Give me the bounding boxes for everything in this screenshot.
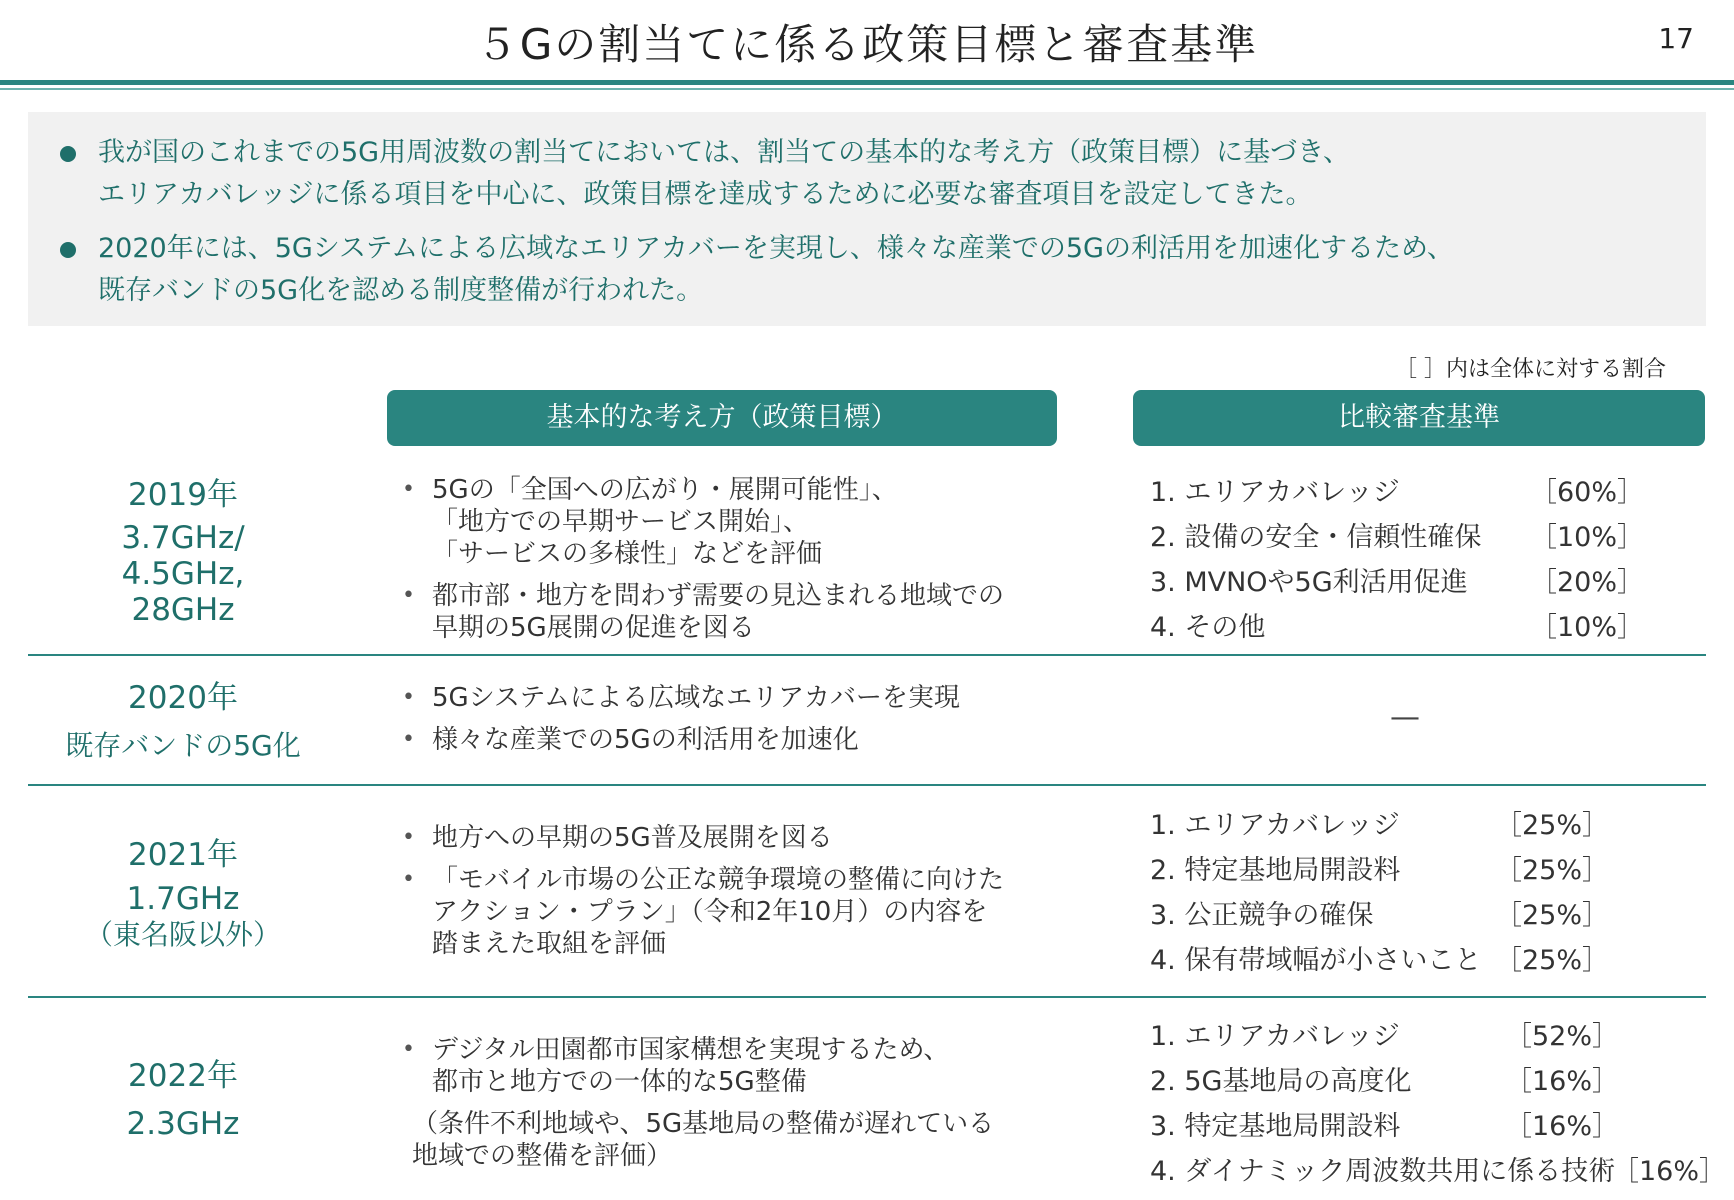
criteria-item: 3. 特定基地局開設料 bbox=[1150, 1111, 1401, 1142]
policy-line: 地域での整備を評価） bbox=[412, 1141, 673, 1171]
bullet-dot: • bbox=[402, 727, 415, 752]
row-divider bbox=[28, 996, 1706, 998]
criteria-item: 4. ダイナミック周波数共用に係る技術 bbox=[1150, 1156, 1616, 1187]
criteria-pct: ［10%］ bbox=[1530, 522, 1645, 553]
criteria-item: 1. エリアカバレッジ bbox=[1150, 1021, 1400, 1052]
summary-line: 既存バンドの5G化を認める制度整備が行われた。 bbox=[98, 275, 704, 306]
bullet-dot bbox=[60, 242, 76, 258]
bullet-dot: • bbox=[402, 685, 415, 710]
band-label: 1.7GHz bbox=[126, 881, 240, 917]
policy-item bbox=[400, 822, 1040, 854]
policy-2019 bbox=[400, 474, 1040, 654]
criteria-2022 bbox=[1150, 1014, 1727, 1194]
criteria-row bbox=[1150, 1104, 1710, 1149]
summary-line: 2020年には、5Gシステムによる広域なエリアカバーを実現し、様々な産業での5Gの利活用を加速化するため、 bbox=[98, 233, 1454, 264]
criteria-row bbox=[1150, 1059, 1710, 1104]
criteria-row bbox=[1150, 848, 1710, 893]
criteria-row bbox=[1150, 515, 1710, 560]
criteria-item: 2. 5G基地局の高度化 bbox=[1150, 1066, 1412, 1097]
bullet-dot: • bbox=[402, 825, 415, 850]
column-header-policy: 基本的な考え方（政策目標） bbox=[387, 390, 1057, 446]
band-label: 28GHz bbox=[131, 592, 235, 628]
policy-2021 bbox=[400, 822, 1040, 970]
row-year-2021 bbox=[28, 830, 338, 952]
year-label: 2020年 bbox=[128, 680, 238, 716]
policy-note bbox=[412, 1108, 1040, 1172]
criteria-row bbox=[1150, 803, 1710, 848]
policy-line: 「地方での早期サービス開始」、 bbox=[432, 507, 810, 537]
policy-item bbox=[400, 724, 1040, 756]
ratio-note: ［ ］内は全体に対する割合 bbox=[1395, 357, 1666, 382]
policy-item bbox=[400, 682, 1040, 714]
criteria-row bbox=[1150, 1014, 1710, 1059]
criteria-pct: ［25%］ bbox=[1495, 855, 1610, 886]
criteria-2019 bbox=[1150, 470, 1710, 650]
criteria-pct: ［60%］ bbox=[1530, 477, 1645, 508]
band-label: 2.3GHz bbox=[126, 1106, 240, 1142]
criteria-row bbox=[1150, 1149, 1727, 1194]
criteria-item: 3. 公正競争の確保 bbox=[1150, 900, 1374, 931]
criteria-row bbox=[1150, 938, 1710, 983]
page-number: 17 bbox=[1658, 22, 1694, 55]
criteria-row bbox=[1150, 605, 1710, 650]
bullet-dot: • bbox=[402, 583, 415, 608]
criteria-pct: ［16%］ bbox=[1612, 1156, 1727, 1187]
policy-line: （条件不利地域や、5G基地局の整備が遅れている bbox=[412, 1109, 995, 1139]
criteria-item: 3. MVNOや5G利活用促進 bbox=[1150, 567, 1468, 598]
title-rule-thin bbox=[0, 88, 1734, 90]
criteria-pct: ［25%］ bbox=[1495, 810, 1610, 841]
criteria-pct: ［16%］ bbox=[1505, 1111, 1620, 1142]
policy-line: 踏まえた取組を評価 bbox=[432, 929, 667, 959]
year-label: 2022年 bbox=[128, 1058, 238, 1094]
policy-line: 都市部・地方を問わず需要の見込まれる地域での bbox=[432, 581, 1005, 611]
bullet-dot: • bbox=[402, 867, 415, 892]
summary-bullet bbox=[98, 228, 1454, 312]
policy-item bbox=[400, 864, 1040, 960]
policy-item bbox=[400, 580, 1040, 644]
policy-line: 5Gシステムによる広域なエリアカバーを実現 bbox=[432, 683, 960, 713]
policy-line: 地方への早期の5G普及展開を図る bbox=[432, 823, 833, 853]
summary-line: 我が国のこれまでの5G用周波数の割当てにおいては、割当ての基本的な考え方（政策目標）に基づき、 bbox=[98, 137, 1351, 168]
criteria-row bbox=[1150, 893, 1710, 938]
criteria-item: 1. エリアカバレッジ bbox=[1150, 810, 1400, 841]
criteria-row bbox=[1150, 560, 1710, 605]
criteria-item: 2. 特定基地局開設料 bbox=[1150, 855, 1401, 886]
policy-line: 「モバイル市場の公正な競争環境の整備に向けた bbox=[432, 865, 1005, 895]
row-year-2022 bbox=[28, 1052, 338, 1148]
row-year-2019 bbox=[28, 470, 338, 628]
policy-line: アクション・プラン」（令和2年10月）の内容を bbox=[432, 897, 988, 927]
criteria-none: — bbox=[1390, 700, 1420, 735]
summary-box bbox=[28, 112, 1706, 326]
bullet-dot: • bbox=[402, 1037, 415, 1062]
year-label: 2019年 bbox=[128, 477, 238, 513]
column-header-criteria: 比較審査基準 bbox=[1133, 390, 1705, 446]
criteria-item: 4. その他 bbox=[1150, 612, 1266, 643]
policy-line: 都市と地方での一体的な5G整備 bbox=[432, 1067, 807, 1097]
summary-bullet bbox=[98, 132, 1350, 216]
criteria-item: 1. エリアカバレッジ bbox=[1150, 477, 1400, 508]
policy-line: デジタル田園都市国家構想を実現するため、 bbox=[432, 1035, 950, 1065]
title-rule bbox=[0, 80, 1734, 85]
summary-line: エリアカバレッジに係る項目を中心に、政策目標を達成するために必要な審査項目を設定してきた。 bbox=[98, 179, 1313, 210]
criteria-pct: ［10%］ bbox=[1530, 612, 1645, 643]
criteria-pct: ［20%］ bbox=[1530, 567, 1645, 598]
criteria-2021 bbox=[1150, 803, 1710, 983]
criteria-pct: ［16%］ bbox=[1505, 1066, 1620, 1097]
criteria-pct: ［25%］ bbox=[1495, 945, 1610, 976]
criteria-pct: ［25%］ bbox=[1495, 900, 1610, 931]
policy-item bbox=[400, 1034, 1040, 1098]
band-label: 4.5GHz, bbox=[121, 556, 245, 592]
row-divider bbox=[28, 784, 1706, 786]
policy-item bbox=[400, 474, 1040, 570]
year-label: 2021年 bbox=[128, 837, 238, 873]
policy-line: 早期の5G展開の促進を図る bbox=[432, 613, 755, 643]
bullet-dot: • bbox=[402, 477, 415, 502]
row-divider bbox=[28, 654, 1706, 656]
criteria-item: 2. 設備の安全・信頼性確保 bbox=[1150, 522, 1482, 553]
policy-line: 5Gの「全国への広がり・展開可能性」、 bbox=[432, 475, 898, 505]
criteria-item: 4. 保有帯域幅が小さいこと bbox=[1150, 945, 1482, 976]
policy-line: 「サービスの多様性」などを評価 bbox=[432, 539, 823, 569]
row-year-2020 bbox=[28, 674, 338, 770]
policy-line: 様々な産業での5Gの利活用を加速化 bbox=[432, 725, 859, 755]
band-label: （東名阪以外） bbox=[84, 918, 281, 951]
criteria-row bbox=[1150, 470, 1710, 515]
criteria-pct: ［52%］ bbox=[1505, 1021, 1620, 1052]
band-label: 3.7GHz/ bbox=[121, 520, 245, 556]
band-label: 既存バンドの5G化 bbox=[65, 729, 301, 762]
policy-2020 bbox=[400, 682, 1040, 766]
policy-2022 bbox=[400, 1034, 1040, 1172]
bullet-dot bbox=[60, 146, 76, 162]
page-title: ５Gの割当てに係る政策目標と審査基準 bbox=[475, 20, 1259, 69]
